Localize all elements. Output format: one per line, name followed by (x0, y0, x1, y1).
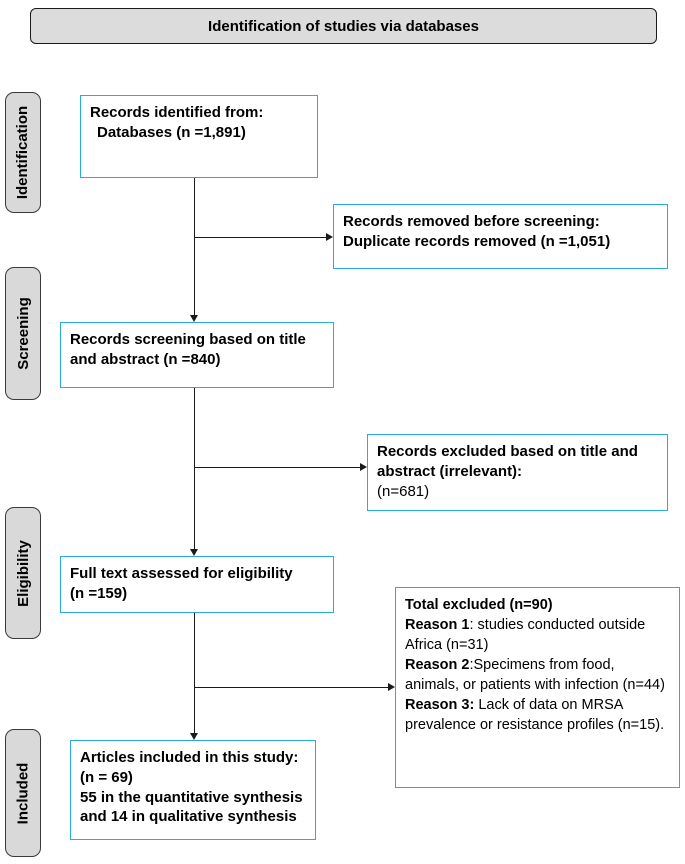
box-total-excluded (395, 587, 680, 788)
reason-text: :Specimens from food, animals, or patients with infection (n=44) (405, 657, 665, 693)
box-articles-included (70, 740, 316, 840)
arrowhead-down-icon (190, 733, 198, 740)
box-text-line: Articles included in this study: (80, 749, 299, 766)
box-text-line: Duplicate records removed (n =1,051) (343, 232, 611, 250)
box-text-line: Records removed before screening: (343, 213, 600, 230)
stage-label: Identification (14, 105, 32, 200)
exclusion-reason (405, 615, 670, 655)
stage-label: Screening (14, 297, 32, 370)
connector-to-excluded (194, 467, 360, 468)
diagram-title: Identification of studies via databases (208, 17, 479, 35)
reason-label: Reason 2 (405, 657, 470, 673)
stage-identification (5, 92, 41, 213)
arrowhead-right-icon (326, 233, 333, 241)
box-records-screening (60, 322, 334, 388)
reason-text: Lack of data on MRSA prevalence or resistance profiles (n=15). (405, 697, 665, 733)
box-text-line: Full text assessed for eligibility (70, 565, 293, 582)
connector-screening-to-fulltext (194, 388, 195, 549)
box-text-line: (n = 69) (80, 768, 133, 786)
box-records-excluded (367, 434, 668, 511)
stage-label: Eligibility (14, 539, 32, 607)
box-text: Records screening based on title and abstract (n =840) (70, 331, 306, 368)
stage-label: Included (14, 762, 32, 824)
box-text-line: Databases (n =1,891) (97, 123, 246, 141)
box-records-identified (80, 95, 318, 178)
reason-label: Reason 1 (405, 617, 470, 633)
stage-included (5, 729, 41, 857)
box-full-text-assessed (60, 556, 334, 613)
connector-to-total-excluded (194, 687, 388, 688)
box-text-line: 55 in the quantitative synthesis (80, 788, 303, 806)
exclusion-reason (405, 655, 670, 695)
reason-label: Reason 3: (405, 697, 475, 713)
box-records-removed (333, 204, 668, 269)
diagram-header (30, 8, 657, 44)
box-text-line: Records identified from: (90, 104, 264, 121)
stage-eligibility (5, 507, 41, 639)
connector-identified-to-screening (194, 178, 195, 315)
connector-to-removed (194, 237, 326, 238)
arrowhead-down-icon (190, 315, 198, 322)
arrowhead-down-icon (190, 549, 198, 556)
stage-screening (5, 267, 41, 400)
box-text-regular: (n=681) (377, 482, 430, 500)
exclusion-reason (405, 695, 670, 735)
arrowhead-right-icon (388, 683, 395, 691)
box-text-line: and 14 in qualitative synthesis (80, 808, 297, 826)
reason-text: : studies conducted outside Africa (n=31) (405, 617, 646, 653)
arrowhead-right-icon (360, 463, 367, 471)
box-text-bold: Records excluded based on title and abstract (irrelevant): (377, 443, 638, 480)
connector-fulltext-to-included (194, 613, 195, 733)
total-excluded-title: Total excluded (n=90) (405, 597, 553, 613)
box-text-line: (n =159) (70, 584, 128, 602)
